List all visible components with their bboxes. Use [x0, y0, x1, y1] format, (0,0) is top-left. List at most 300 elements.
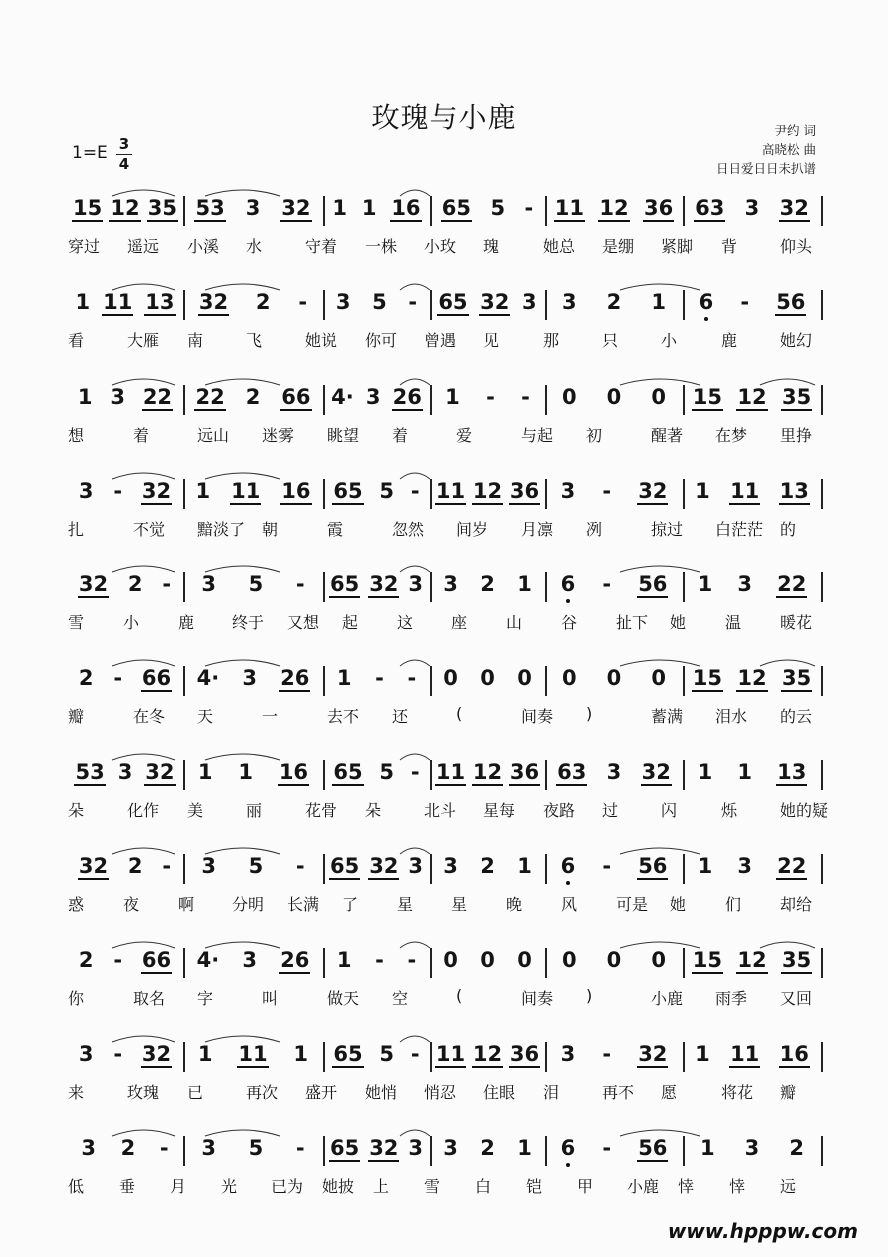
note: 65 [438, 290, 468, 314]
measure [325, 760, 428, 786]
measure [547, 385, 681, 411]
note: 63 [557, 760, 587, 784]
measure [547, 760, 681, 786]
slur-arc [620, 284, 700, 290]
lyric-word: 间岁 [456, 520, 489, 539]
lyric-word: 的 [780, 520, 797, 539]
note: 35 [782, 948, 812, 972]
lyric-word: 守着 [305, 237, 338, 256]
note: 5 [372, 290, 387, 314]
lyric-word: 光 [221, 1177, 238, 1196]
song-title: 玫瑰与小鹿 [371, 101, 517, 134]
note: 36 [509, 1042, 540, 1066]
lyric-word: 背 [721, 237, 738, 256]
slur-layer [0, 842, 888, 856]
lyric-word: 盛开 [305, 1083, 338, 1102]
lyric-word: 小 [661, 331, 678, 350]
lyric-word: 瓣 [68, 707, 85, 726]
lyric-word: 一 [262, 707, 279, 726]
note: 22 [195, 385, 225, 409]
note: 13 [779, 479, 809, 503]
note: 32 [141, 1042, 172, 1066]
slur-layer [0, 467, 888, 481]
note: 0 [517, 948, 532, 972]
measure [547, 479, 681, 505]
slur-arc [620, 379, 700, 385]
note: - [159, 1136, 169, 1160]
lyric-word: 她说 [305, 331, 338, 350]
lyric-word: 黯淡了 [197, 520, 246, 539]
bar-line [183, 479, 185, 509]
note: - [602, 1136, 612, 1160]
slur-layer [0, 373, 888, 387]
note: 56 [638, 854, 668, 878]
lyric-word: 晚 [506, 895, 523, 914]
score-row [0, 290, 888, 350]
note: 66 [141, 666, 172, 690]
lyric-line [0, 798, 888, 820]
bar-line [323, 290, 325, 320]
measure [547, 948, 681, 974]
note: 3 [78, 1042, 94, 1066]
note: 1 [697, 760, 713, 784]
lyric-word: 掠过 [651, 520, 684, 539]
note: 2 [255, 290, 271, 314]
note: - [602, 572, 612, 596]
measure [69, 385, 181, 411]
note: 0 [651, 666, 666, 690]
measure [69, 572, 181, 598]
lyric-word: 又想 [287, 613, 320, 632]
note: 2 [127, 854, 143, 878]
note: 65 [333, 1042, 363, 1066]
slur-arc [760, 942, 815, 948]
key-signature: 1=E [72, 143, 108, 163]
note: 1 [332, 196, 348, 220]
lyric-word: 已为 [271, 1177, 304, 1196]
measure [547, 196, 681, 222]
slur-arc [400, 942, 430, 948]
bar-line [430, 760, 432, 790]
note: 65 [329, 572, 360, 596]
note: 12 [472, 1042, 503, 1066]
lyric-word: 夜路 [543, 801, 576, 820]
composer-credit: 高晓松 曲 [762, 142, 816, 157]
slur-arc [205, 284, 280, 290]
slur-arc [112, 566, 175, 572]
lyric-word: 愿 [661, 1083, 678, 1102]
slur-layer [0, 278, 888, 292]
measure [69, 666, 181, 692]
measure [69, 760, 181, 786]
score-row [0, 854, 888, 914]
lyric-word: 叫 [262, 989, 279, 1008]
note: 12 [599, 196, 629, 220]
measure [185, 948, 321, 974]
lyric-word: 你 [68, 989, 85, 1008]
slur-arc [620, 1130, 700, 1136]
lyric-word: 扯下 [616, 613, 649, 632]
note: 3 [408, 854, 424, 878]
note: - [295, 572, 305, 596]
lyric-word: 一株 [365, 237, 398, 256]
lyric-word: 她总 [543, 237, 576, 256]
note: 11 [231, 479, 261, 503]
note: 2 [789, 1136, 804, 1160]
measure [432, 290, 543, 316]
lyric-word: 眺望 [327, 426, 360, 445]
notation-line [0, 948, 888, 982]
slur-arc [112, 1036, 175, 1042]
note: - [602, 1042, 612, 1066]
lyric-word: 天 [197, 707, 214, 726]
slur-arc [400, 1036, 430, 1042]
note: 5 [490, 196, 506, 220]
note: 3 [78, 479, 94, 503]
lyric-word: 冽 [586, 520, 603, 539]
note: 6 [560, 854, 576, 878]
lyric-word: 泪水 [715, 707, 748, 726]
slur-layer [0, 1124, 888, 1138]
measure [325, 385, 428, 411]
note: 3 [245, 196, 261, 220]
lyric-word: 鹿 [178, 613, 195, 632]
measure [547, 854, 681, 880]
bar-line [545, 666, 547, 696]
note: 2 [480, 854, 495, 878]
bar-line [323, 385, 325, 415]
lyric-word: 小鹿 [651, 989, 684, 1008]
lyric-word: 温 [725, 613, 742, 632]
note: 13 [777, 760, 807, 784]
lyric-word: 谷 [561, 613, 578, 632]
bar-line [545, 854, 547, 884]
note: 2 [245, 385, 261, 409]
note: 2 [480, 1136, 495, 1160]
note: 32 [638, 479, 668, 503]
lyric-word: 铠 [526, 1177, 543, 1196]
note: 2 [78, 666, 94, 690]
note: 32 [78, 572, 109, 596]
bar-line [545, 1042, 547, 1072]
measure [325, 666, 428, 692]
note: 6 [560, 572, 576, 596]
note: 11 [730, 479, 760, 503]
note: 36 [644, 196, 674, 220]
slur-arc [620, 848, 700, 854]
bar-line [683, 479, 685, 509]
lyricist-credit: 尹约 词 [774, 123, 816, 138]
note: - [486, 385, 495, 409]
note: 3 [117, 760, 133, 784]
lyric-word: 月 [170, 1177, 187, 1196]
measure [185, 1136, 321, 1162]
note: 12 [472, 479, 503, 503]
note: 3 [408, 1136, 424, 1160]
lyric-word: 啊 [178, 895, 195, 914]
note: 3 [335, 290, 351, 314]
measure [685, 666, 819, 692]
lyric-word: 字 [197, 989, 214, 1008]
slur-arc [112, 660, 175, 666]
measure [685, 1042, 819, 1068]
lyric-word: 只 [602, 331, 619, 350]
measure [685, 572, 819, 598]
lyric-word: 穿过 [68, 237, 101, 256]
measure [432, 572, 543, 598]
score-row [0, 666, 888, 726]
note: - [740, 290, 750, 314]
note: 11 [103, 290, 133, 314]
lyric-word: 她披 [322, 1177, 355, 1196]
lyric-word: 又回 [780, 989, 813, 1008]
lyric-word: 小鹿 [627, 1177, 660, 1196]
lyric-word: 飞 [246, 331, 263, 350]
measure [325, 948, 428, 974]
measure [185, 1042, 321, 1068]
lyric-word: 朝 [262, 520, 279, 539]
lyric-word: 仰头 [780, 237, 813, 256]
lyric-word: 那 [543, 331, 560, 350]
bar-line [545, 1136, 547, 1166]
measure [69, 290, 181, 316]
note: - [295, 854, 305, 878]
slur-arc [112, 473, 175, 479]
lyric-word: 住眼 [483, 1083, 516, 1102]
bar-line [183, 572, 185, 602]
note: 65 [329, 854, 360, 878]
note: 3 [443, 572, 458, 596]
note: 1 [361, 196, 377, 220]
notation-line [0, 479, 888, 513]
bar-line [183, 1136, 185, 1166]
note: 4· [331, 385, 354, 409]
slur-arc [112, 284, 175, 290]
measure [547, 666, 681, 692]
slur-layer [0, 654, 888, 668]
slur-arc [205, 566, 280, 572]
slur-arc [205, 1036, 280, 1042]
measure [185, 666, 321, 692]
measure [69, 1136, 181, 1162]
slur-arc [620, 566, 700, 572]
note: 35 [782, 385, 812, 409]
slur-arc [620, 942, 700, 948]
lyric-word: ( [456, 704, 463, 723]
bar-line [545, 196, 547, 226]
note: - [524, 196, 534, 220]
measure [547, 1136, 681, 1162]
lyric-word: 上 [373, 1177, 390, 1196]
lyric-word: ( [456, 986, 463, 1005]
note: 16 [281, 479, 311, 503]
lyric-word: 迷雾 [262, 426, 295, 445]
slur-arc [400, 473, 430, 479]
bar-line [683, 290, 685, 320]
lyric-word: 再不 [602, 1083, 635, 1102]
bar-line [545, 760, 547, 790]
lyric-word: 爱 [456, 426, 473, 445]
note: 56 [638, 1136, 668, 1160]
lyric-line [0, 234, 888, 256]
bar-line [430, 572, 432, 602]
slur-arc [205, 848, 280, 854]
lyric-line [0, 1174, 888, 1196]
note: 0 [651, 385, 666, 409]
lyric-word: 悄忍 [424, 1083, 457, 1102]
bar-line [183, 854, 185, 884]
note: 26 [392, 385, 422, 409]
lyric-word: 曾遇 [424, 331, 457, 350]
note: 0 [480, 948, 495, 972]
note: 5 [248, 854, 264, 878]
notation-line [0, 1042, 888, 1076]
note: 3 [560, 1042, 576, 1066]
note: 1 [700, 1136, 715, 1160]
note: - [408, 290, 418, 314]
bar-line [183, 760, 185, 790]
lyric-word: 白茫茫 [715, 520, 764, 539]
slur-arc [400, 1130, 430, 1136]
notation-line [0, 854, 888, 888]
bar-line [183, 1042, 185, 1072]
slur-arc [112, 190, 175, 196]
note: 16 [779, 1042, 809, 1066]
note: - [162, 854, 172, 878]
note: 0 [562, 385, 577, 409]
lyric-word: ) [586, 704, 593, 723]
note: - [410, 760, 420, 784]
bar-line [323, 1042, 325, 1072]
lyric-word: 星 [451, 895, 468, 914]
watermark-url: www.hpppw.com [667, 1219, 858, 1243]
lyric-word: 蓄满 [651, 707, 684, 726]
lyric-word: 闪 [661, 801, 678, 820]
measure [325, 196, 428, 222]
measure [325, 290, 428, 316]
lyric-word: 还 [392, 707, 409, 726]
bar-line [323, 1136, 325, 1166]
note: 13 [145, 290, 175, 314]
lyric-word: 霞 [327, 520, 344, 539]
bar-line [821, 479, 823, 509]
lyric-word: 扎 [68, 520, 85, 539]
note: - [113, 1042, 123, 1066]
lyric-word: 远 [780, 1177, 797, 1196]
note: 3 [560, 479, 576, 503]
slur-arc [400, 754, 430, 760]
measure [685, 479, 819, 505]
measure [432, 948, 543, 974]
bar-line [323, 572, 325, 602]
measure [432, 1136, 543, 1162]
note: 65 [333, 479, 363, 503]
note: 11 [435, 760, 466, 784]
lyric-word: 醒著 [651, 426, 684, 445]
lyric-word: 她 [670, 613, 687, 632]
note: 1 [517, 572, 532, 596]
note: 1 [651, 290, 666, 314]
bar-line [683, 572, 685, 602]
lyric-word: 紧脚 [661, 237, 694, 256]
note: 63 [695, 196, 725, 220]
note: 3 [443, 1136, 458, 1160]
note: 22 [142, 385, 173, 409]
bar-line [430, 1042, 432, 1072]
bar-line [430, 196, 432, 226]
note: 5 [248, 1136, 264, 1160]
bar-line [683, 196, 685, 226]
lyric-word: 惑 [68, 895, 85, 914]
note: - [375, 948, 384, 972]
note: 1 [695, 479, 710, 503]
measure [325, 854, 428, 880]
note: 32 [369, 572, 399, 596]
bar-line [545, 479, 547, 509]
note: 0 [443, 948, 458, 972]
note: - [410, 1042, 420, 1066]
score-row [0, 572, 888, 632]
lyric-word: 瓣 [780, 1083, 797, 1102]
note: 11 [730, 1042, 760, 1066]
slur-arc [400, 566, 430, 572]
lyric-word: 在梦 [715, 426, 748, 445]
measure [185, 196, 321, 222]
note: 22 [777, 572, 807, 596]
lyric-word: 风 [561, 895, 578, 914]
bar-line [183, 666, 185, 696]
measure [185, 854, 321, 880]
bar-line [430, 479, 432, 509]
note: - [113, 479, 123, 503]
lyric-line [0, 517, 888, 539]
slur-arc [400, 190, 430, 196]
measure [325, 1042, 428, 1068]
note: 36 [509, 479, 540, 503]
time-signature-bottom: 4 [118, 155, 130, 173]
lyric-word: 水 [246, 237, 263, 256]
measure [432, 666, 543, 692]
lyric-line [0, 986, 888, 1008]
lyric-word: 南 [187, 331, 204, 350]
note: 32 [641, 760, 671, 784]
note: 15 [692, 948, 722, 972]
note: 2 [120, 1136, 136, 1160]
note: 15 [692, 385, 722, 409]
slur-layer [0, 748, 888, 762]
lyric-word: 化作 [127, 801, 160, 820]
note: 0 [562, 948, 577, 972]
bar-line [323, 196, 325, 226]
lyric-word: 已 [187, 1083, 204, 1102]
lyric-word: 来 [68, 1083, 85, 1102]
lyric-word: 不觉 [133, 520, 166, 539]
note: 12 [737, 666, 767, 690]
note: 15 [692, 666, 722, 690]
lyric-word: 玫瑰 [127, 1083, 160, 1102]
note: 3 [562, 290, 577, 314]
lyric-word: 可是 [616, 895, 649, 914]
note: 3 [744, 1136, 760, 1160]
note: 32 [281, 196, 311, 220]
note: 56 [638, 572, 668, 596]
lyric-word: 星每 [483, 801, 516, 820]
lyric-word: 做天 [327, 989, 360, 1008]
lyric-word: 白 [475, 1177, 492, 1196]
note: 12 [737, 948, 767, 972]
lyric-word: 泪 [543, 1083, 560, 1102]
note: 2 [480, 572, 495, 596]
